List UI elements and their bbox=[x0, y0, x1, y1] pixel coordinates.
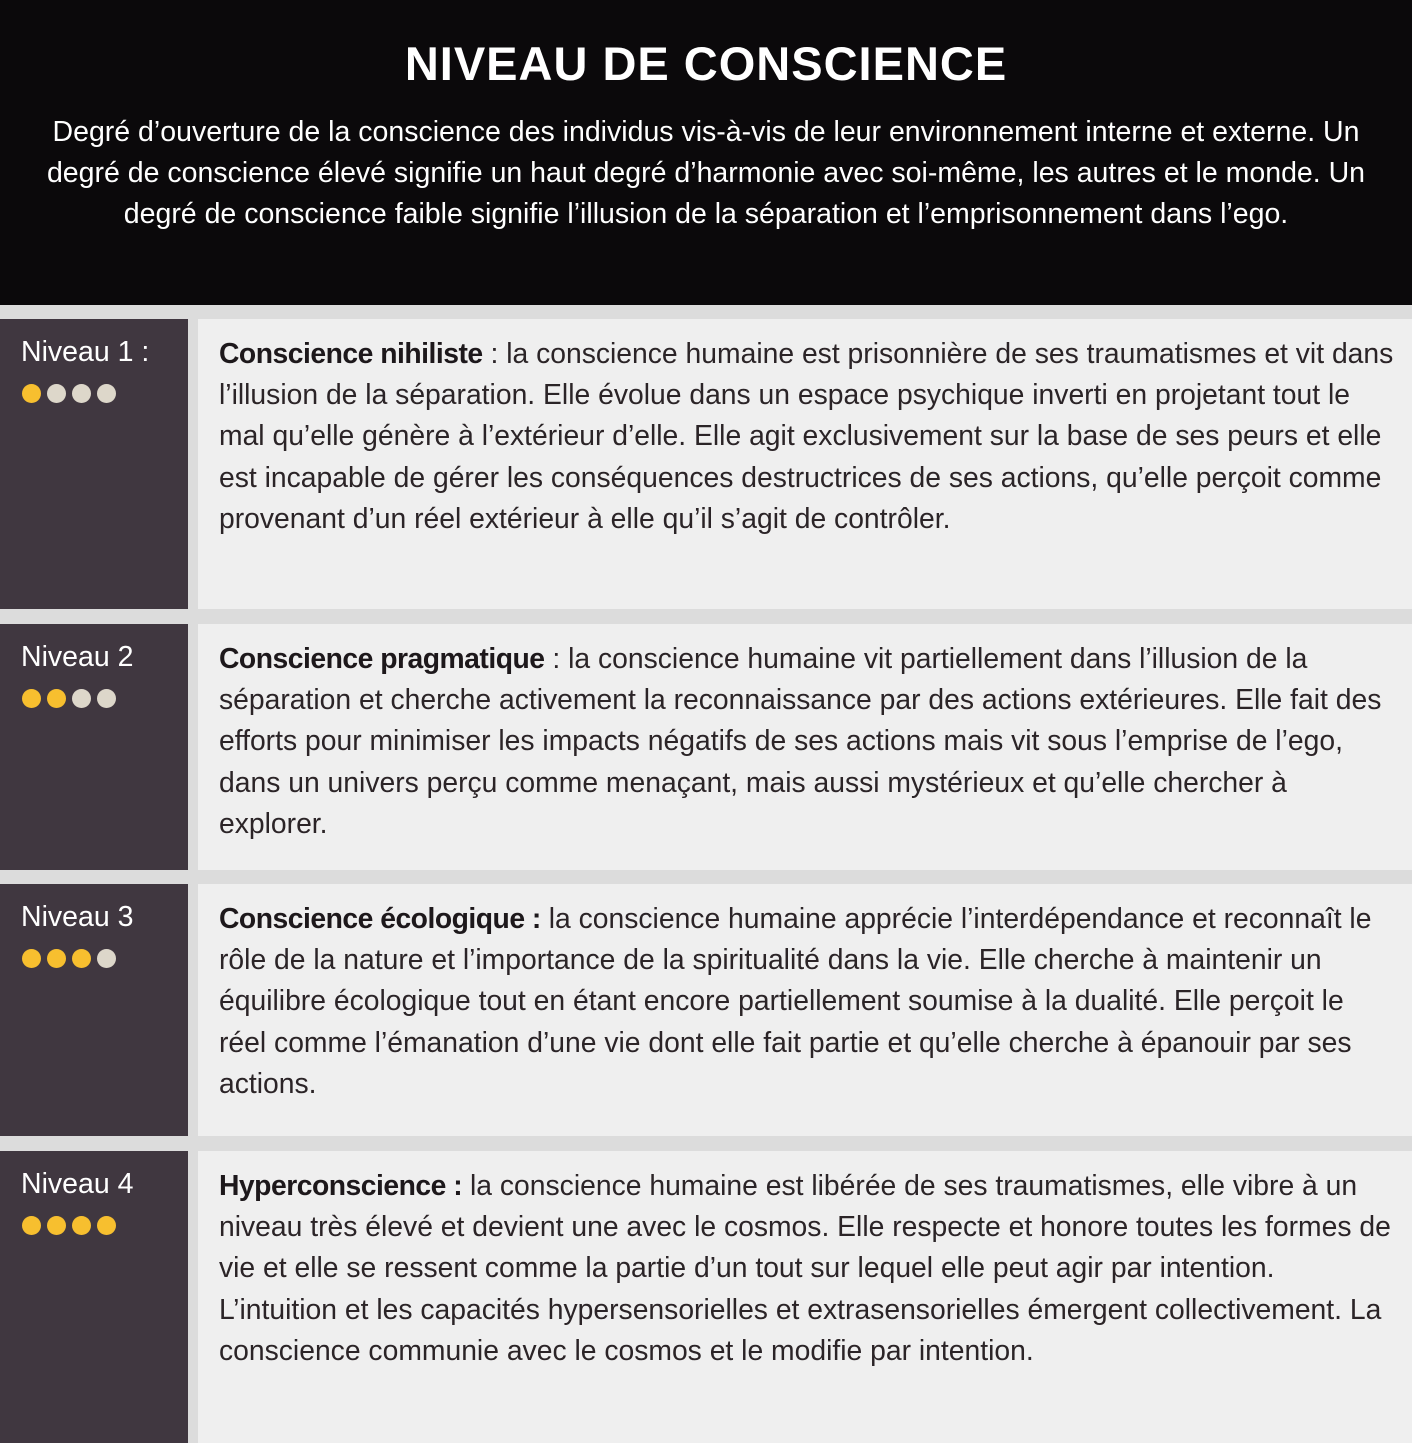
rating-dot-filled-icon bbox=[72, 1216, 91, 1235]
page-description: Degré d’ouverture de la conscience des individus vis-à-vis de leur environnement interne et externe. Un degré de conscience élevé signifie un haut degré d’harmonie avec soi-même, les autres et le monde. Un degré de conscience faible signifie l’illusion de la séparation et l’emprisonnement dans l’ego. bbox=[46, 116, 1366, 230]
level-text: la conscience humaine est libérée de ses traumatismes, elle vibre à un niveau très élevé et devient une avec le cosmos. Elle respecte et honore toutes les formes de vie et elle se ressent comme la partie d’un tout sur lequel elle peut agir par intention. L’intuition et les capacités hypersensorielles et extrasensorielles émergent collectivement. La conscience communie avec le cosmos et le modifie par intention. bbox=[219, 1169, 1391, 1366]
level-description-cell bbox=[198, 884, 1412, 1136]
term-separator bbox=[541, 902, 549, 934]
rating-dots bbox=[22, 384, 122, 404]
level-label-cell bbox=[0, 319, 188, 609]
level-label: Niveau 3 bbox=[21, 901, 134, 933]
level-label-cell bbox=[0, 1151, 188, 1443]
level-label-cell bbox=[0, 624, 188, 870]
term-separator: : bbox=[544, 642, 569, 674]
rating-dot-filled-icon bbox=[47, 949, 66, 968]
level-row-3 bbox=[0, 884, 1412, 1136]
level-description bbox=[219, 333, 1398, 539]
level-term: Hyperconscience : bbox=[219, 1169, 463, 1201]
level-description-cell bbox=[198, 319, 1412, 609]
rating-dot-empty-icon bbox=[72, 689, 91, 708]
level-term: Conscience pragmatique bbox=[219, 642, 545, 674]
level-description bbox=[219, 898, 1398, 1104]
rating-dot-filled-icon bbox=[22, 949, 41, 968]
rating-dots bbox=[22, 949, 122, 969]
rating-dot-filled-icon bbox=[22, 1216, 41, 1235]
rating-dot-filled-icon bbox=[47, 689, 66, 708]
rating-dots bbox=[22, 1216, 122, 1236]
level-description bbox=[219, 638, 1398, 844]
level-row-1 bbox=[0, 319, 1412, 609]
level-label: Niveau 4 bbox=[21, 1168, 134, 1200]
header bbox=[0, 0, 1412, 305]
rating-dot-empty-icon bbox=[97, 689, 116, 708]
level-row-2 bbox=[0, 624, 1412, 870]
term-separator bbox=[462, 1169, 470, 1201]
level-description bbox=[219, 1165, 1398, 1371]
level-term: Conscience nihiliste bbox=[219, 337, 483, 369]
rating-dot-filled-icon bbox=[47, 1216, 66, 1235]
level-row-4 bbox=[0, 1151, 1412, 1443]
level-description-cell bbox=[198, 624, 1412, 870]
level-text: la conscience humaine vit partiellement dans l’illusion de la séparation et cherche activement la reconnaissance par des actions extérieures. Elle fait des efforts pour minimiser les impacts négatifs de ses actions mais vit sous l’emprise de l’ego, dans un univers perçu comme menaçant, mais aussi mystérieux et qu’elle chercher à explorer. bbox=[219, 642, 1382, 839]
term-separator: : bbox=[482, 337, 507, 369]
rating-dot-filled-icon bbox=[22, 689, 41, 708]
rating-dots bbox=[22, 689, 122, 709]
level-label: Niveau 2 bbox=[21, 641, 134, 673]
level-term: Conscience écologique : bbox=[219, 902, 541, 934]
rating-dot-filled-icon bbox=[97, 1216, 116, 1235]
level-text: la conscience humaine apprécie l’interdépendance et reconnaît le rôle de la nature et l’importance de la spiritualité dans la vie. Elle cherche à maintenir un équilibre écologique tout en étant encore partiellement soumise à la dualité. Elle perçoit le réel comme l’émanation d’une vie dont elle fait partie et qu’elle cherche à épanouir par ses actions. bbox=[219, 902, 1372, 1099]
rating-dot-empty-icon bbox=[72, 384, 91, 403]
rating-dot-filled-icon bbox=[72, 949, 91, 968]
level-label-cell bbox=[0, 884, 188, 1136]
rating-dot-filled-icon bbox=[22, 384, 41, 403]
level-label: Niveau 1 : bbox=[21, 336, 150, 368]
level-description-cell bbox=[198, 1151, 1412, 1443]
level-text: la conscience humaine est prisonnière de ses traumatismes et vit dans l’illusion de la séparation. Elle évolue dans un espace psychique inverti en projetant tout le mal qu’elle génère à l’extérieur d’elle. Elle agit exclusivement sur la base de ses peurs et elle est incapable de gérer les conséquences destructrices de ses actions, qu’elle perçoit comme provenant d’un réel extérieur à elle qu’il s’agit de contrôler. bbox=[219, 337, 1394, 534]
rating-dot-empty-icon bbox=[97, 384, 116, 403]
rating-dot-empty-icon bbox=[47, 384, 66, 403]
rating-dot-empty-icon bbox=[97, 949, 116, 968]
page-title: NIVEAU DE CONSCIENCE bbox=[404, 37, 1008, 90]
